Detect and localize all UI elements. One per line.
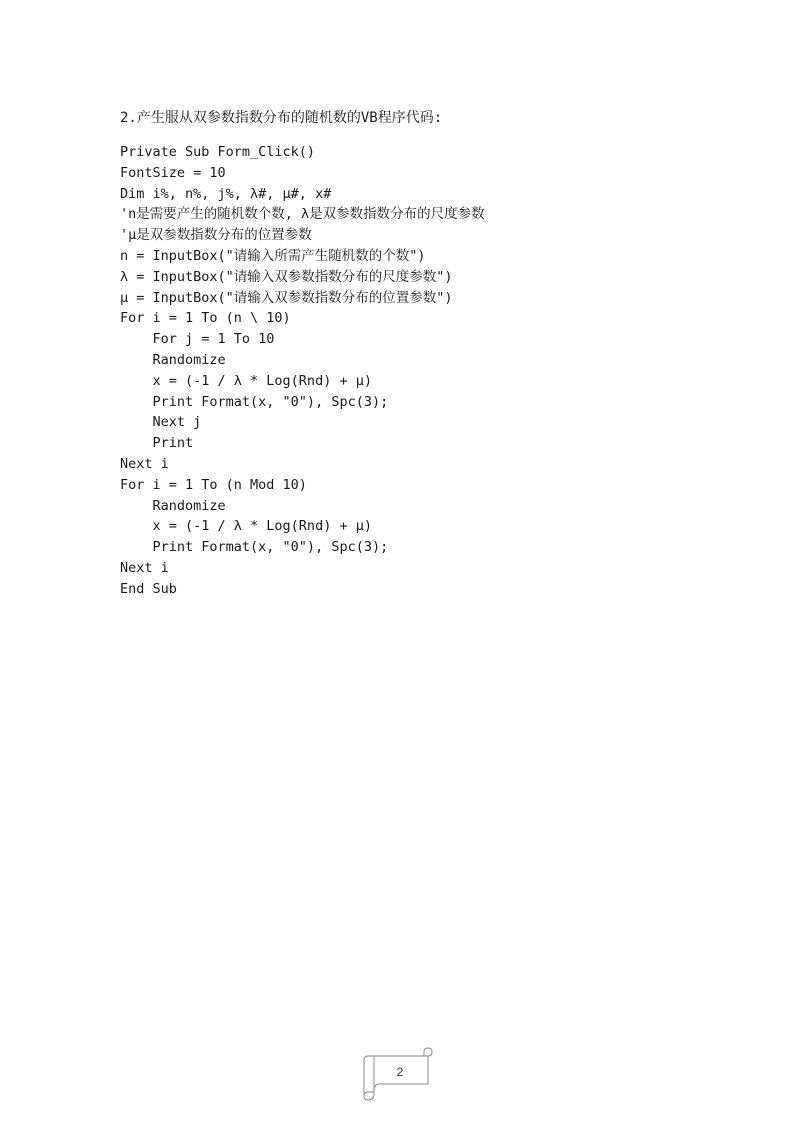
code-line: Dim i%, n%, j%, λ#, μ#, x# [120, 185, 332, 202]
code-line: Private Sub Form_Click() [120, 144, 316, 160]
code-line: For i = 1 To (n \ 10) [120, 310, 291, 327]
code-line: Next i [120, 559, 169, 576]
code-line: λ = InputBox("请输入双参数指数分布的尺度参数") [120, 268, 453, 285]
code-line: For j = 1 To 10 [120, 331, 275, 348]
code-line: FontSize = 10 [120, 164, 226, 181]
code-line: n = InputBox("请输入所需产生随机数的个数") [120, 247, 426, 264]
code-line: For i = 1 To (n Mod 10) [120, 476, 307, 493]
code-line: 'n是需要产生的随机数个数, λ是双参数指数分布的尺度参数 [120, 206, 485, 223]
code-line: Randomize [120, 351, 226, 368]
section-heading: 2.产生服从双参数指数分布的随机数的VB程序代码: [120, 110, 443, 126]
code-line: Print [120, 435, 194, 452]
code-line: Next j [120, 414, 202, 431]
page-footer [360, 1046, 436, 1102]
code-line: μ = InputBox("请输入双参数指数分布的位置参数") [120, 289, 453, 306]
code-line: Print Format(x, "0"), Spc(3); [120, 539, 389, 556]
code-block [120, 142, 485, 600]
page-number: 2 [396, 1065, 404, 1079]
code-line: Randomize [120, 497, 226, 514]
code-line: End Sub [120, 580, 177, 597]
code-line: Next i [120, 455, 169, 472]
code-line: 'μ是双参数指数分布的位置参数 [120, 227, 312, 244]
code-line: x = (-1 / λ * Log(Rnd) + μ) [120, 372, 372, 389]
code-line: x = (-1 / λ * Log(Rnd) + μ) [120, 518, 372, 535]
code-line: Print Format(x, "0"), Spc(3); [120, 393, 389, 410]
